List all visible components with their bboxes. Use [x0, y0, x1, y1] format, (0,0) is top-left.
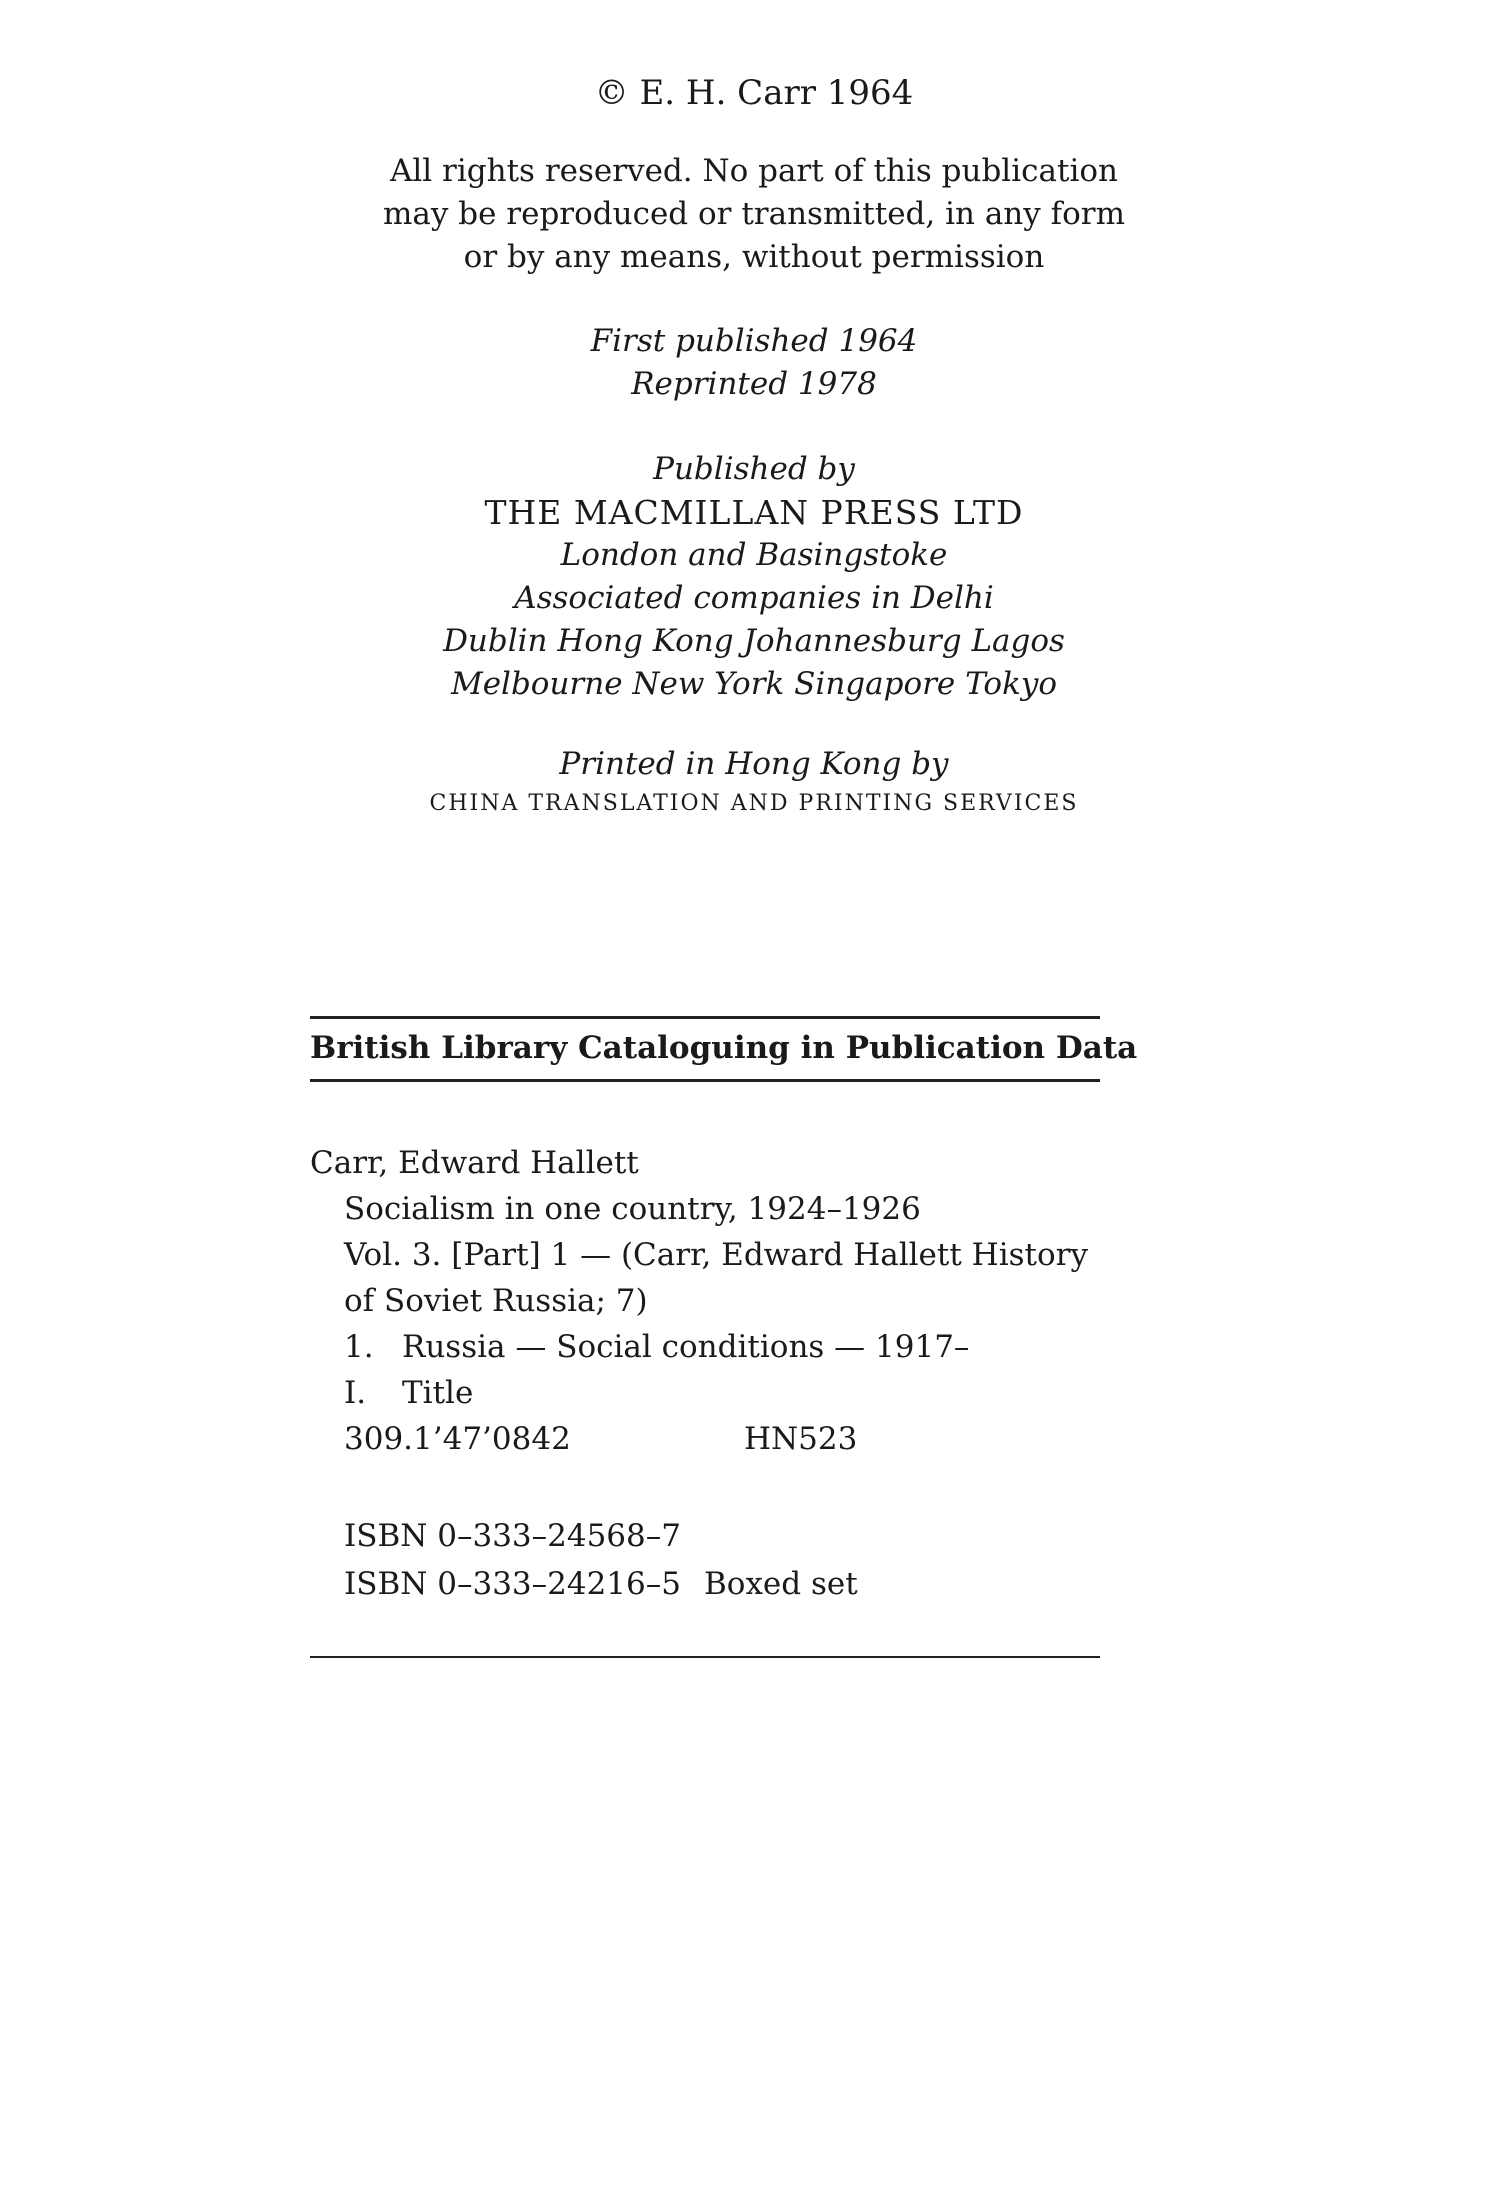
catalogue-classification — [310, 1416, 1088, 1462]
isbn-number: ISBN 0–333–24216–5 — [344, 1566, 681, 1602]
associated-cities-2: Melbourne New York Singapore Tokyo — [450, 666, 1058, 702]
isbn-block — [344, 1512, 858, 1608]
edition-info — [0, 320, 1508, 406]
isbn-row — [344, 1560, 858, 1608]
associated-companies: Associated companies in Delhi — [514, 580, 994, 616]
catalogue-heading: British Library Cataloguing in Publication Data — [310, 1030, 1138, 1066]
rights-line-2: may be reproduced or transmitted, in any form — [383, 196, 1125, 232]
isbn-number: ISBN 0–333–24568–7 — [344, 1518, 681, 1554]
catalogue-series: of Soviet Russia; 7) — [344, 1283, 648, 1319]
catalogue-rule-bottom — [310, 1656, 1100, 1658]
isbn-note: Boxed set — [704, 1566, 858, 1602]
subject-number: 1. — [344, 1329, 374, 1365]
catalogue-rule-top — [310, 1016, 1100, 1019]
catalogue-volume: Vol. 3. [Part] 1 — (Carr, Edward Hallett History — [344, 1237, 1088, 1273]
printer-info — [0, 743, 1508, 822]
title-entry-text: Title — [402, 1375, 474, 1411]
rights-line-1: All rights reserved. No part of this publication — [389, 153, 1118, 189]
catalogue-entry — [310, 1140, 1088, 1462]
printed-by: Printed in Hong Kong by — [559, 746, 949, 782]
associated-cities-1: Dublin Hong Kong Johannesburg Lagos — [443, 623, 1065, 659]
dewey-number: 309.1’47’0842 — [344, 1421, 571, 1457]
catalogue-subject — [310, 1324, 1088, 1370]
title-number: I. — [344, 1375, 367, 1411]
publisher-name: THE MACMILLAN PRESS LTD — [484, 493, 1024, 532]
copyright-line — [0, 68, 1508, 118]
isbn-row — [344, 1512, 858, 1560]
catalogue-title: Socialism in one country, 1924–1926 — [344, 1191, 921, 1227]
catalogue-author: Carr, Edward Hallett — [310, 1145, 639, 1181]
rights-line-3: or by any means, without permission — [463, 239, 1045, 275]
catalogue-rule-mid — [310, 1079, 1100, 1082]
copyright-text: © E. H. Carr 1964 — [594, 73, 914, 113]
catalogue-title-entry — [310, 1370, 1088, 1416]
publisher-location: London and Basingstoke — [560, 537, 948, 573]
subject-text: Russia — Social conditions — 1917– — [402, 1329, 970, 1365]
lc-number: HN523 — [744, 1421, 858, 1457]
publisher-info — [0, 448, 1508, 706]
first-published: First published 1964 — [590, 323, 918, 359]
printer-name: CHINA TRANSLATION AND PRINTING SERVICES — [429, 791, 1079, 816]
reprinted: Reprinted 1978 — [631, 366, 877, 402]
published-by: Published by — [653, 451, 855, 487]
rights-statement — [0, 150, 1508, 279]
